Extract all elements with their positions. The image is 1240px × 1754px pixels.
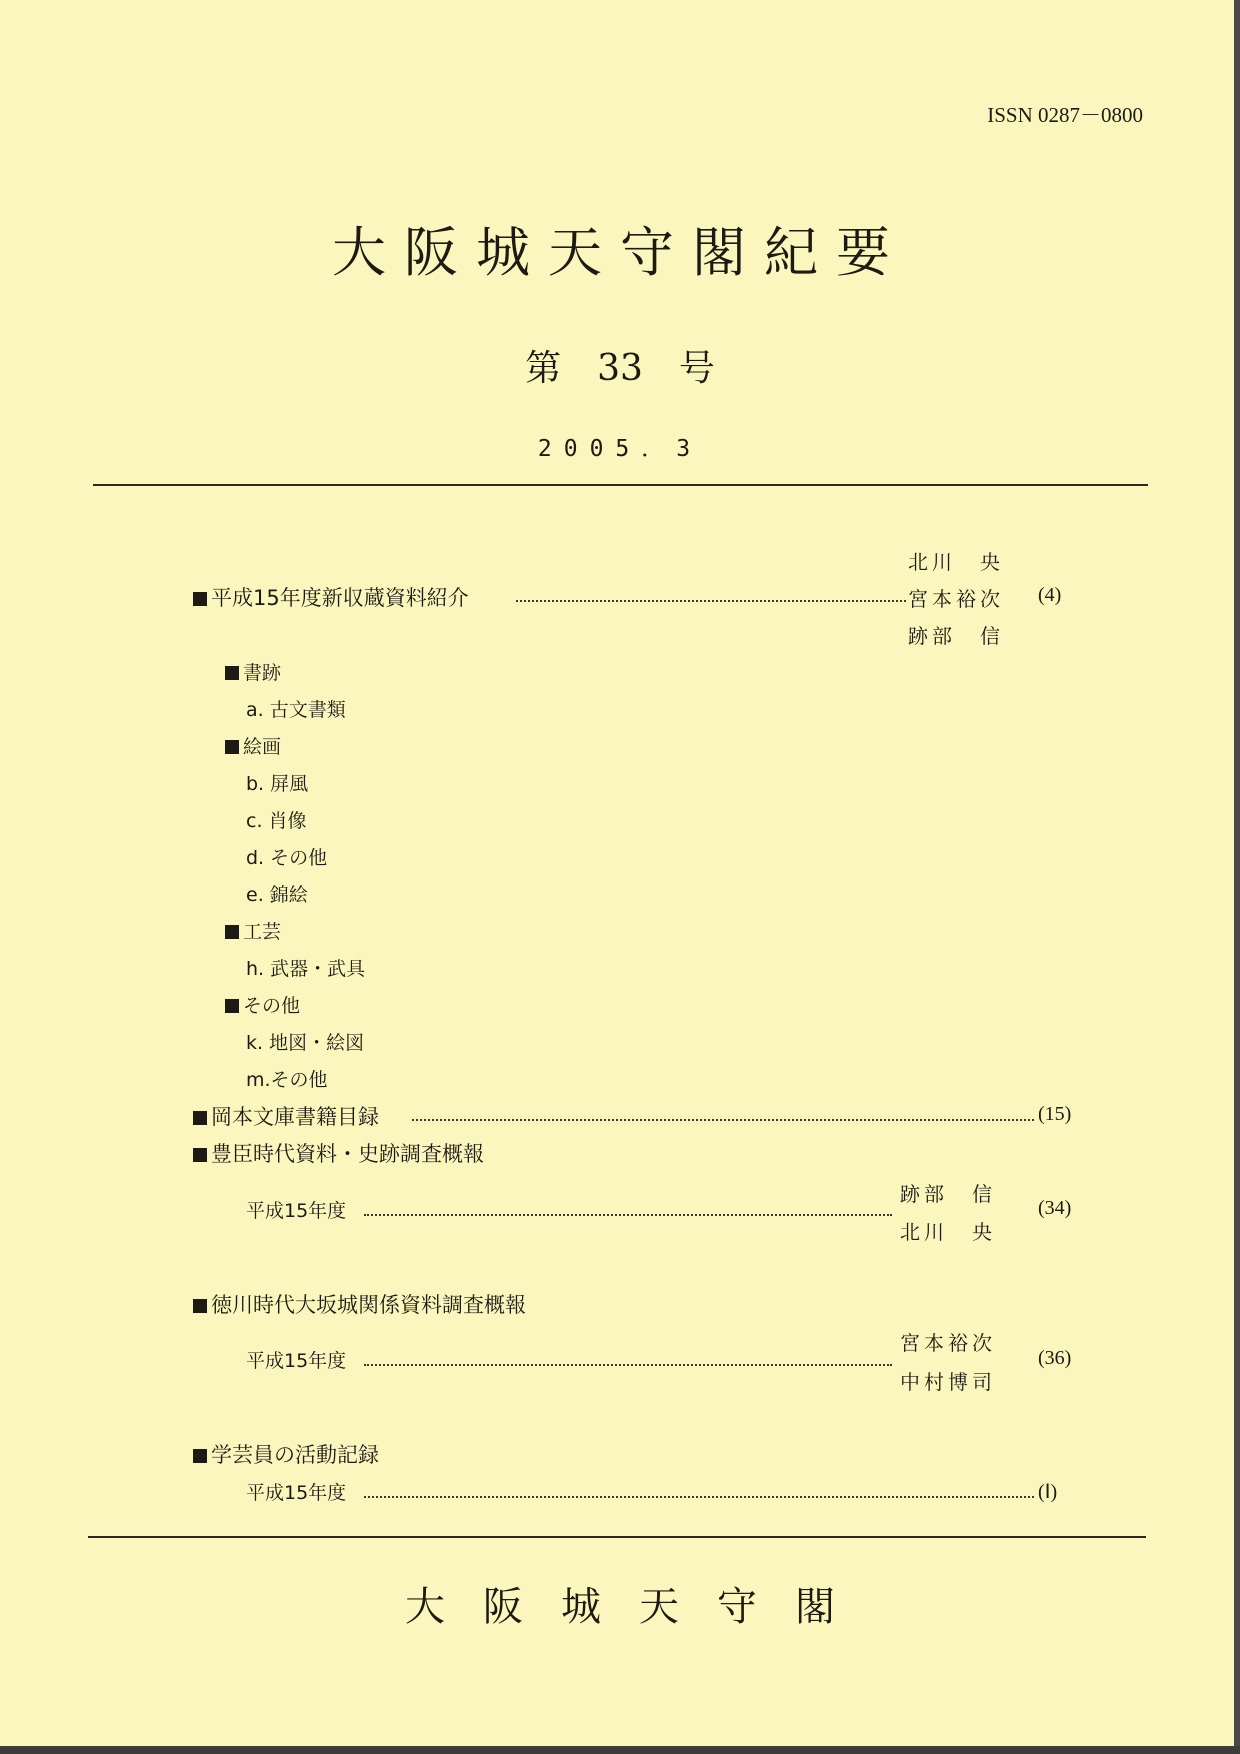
s4-leader-dots [364,1364,892,1366]
s1-cat-calligraphy: 書跡 [225,658,281,685]
s1-item-h: h. 武器・武具 [246,958,366,980]
s1-leader-dots [516,600,906,602]
s1-page: (4) [1038,584,1062,606]
s3-title: 豊臣時代資料・史跡調査概報 [193,1138,484,1168]
s5-page: (Ⅰ) [1038,1481,1058,1503]
bullet-icon [193,592,207,606]
divider-bottom [88,1536,1146,1538]
bullet-icon [225,925,239,939]
s1-author-1: 北川 央 [908,550,1004,574]
bullet-icon [193,1299,207,1313]
s1-item-d: d. その他 [246,847,328,869]
scan-edge-bottom [0,1746,1240,1754]
bullet-icon [225,999,239,1013]
s4-title: 徳川時代大坂城関係資料調査概報 [193,1289,526,1319]
s1-item-a: a. 古文書類 [246,699,346,721]
s4-page: (36) [1038,1347,1072,1369]
s3-page: (34) [1038,1197,1072,1219]
s4-author-1: 宮本裕次 [900,1331,996,1355]
s1-item-e: e. 錦絵 [246,884,308,906]
bullet-icon [225,666,239,680]
s4-author-2: 中村博司 [900,1370,996,1394]
s3-author-2: 北川 央 [900,1220,996,1244]
s1-cat-painting: 絵画 [225,732,281,759]
s1-title: 平成15年度新収蔵資料紹介 [193,582,469,612]
s1-cat-crafts: 工芸 [225,917,281,944]
divider-top [93,484,1148,486]
bullet-icon [225,740,239,754]
s5-leader-dots [364,1496,1034,1498]
bullet-icon [193,1111,207,1125]
bullet-icon [193,1449,207,1463]
s3-subtitle: 平成15年度 [246,1200,347,1222]
s1-item-k: k. 地図・絵図 [246,1032,365,1054]
s2-title: 岡本文庫書籍目録 [193,1101,379,1131]
s4-subtitle: 平成15年度 [246,1350,347,1372]
s1-cat-other: その他 [225,991,300,1018]
journal-title: 大阪城天守閣紀要 [332,221,908,284]
bullet-icon [193,1148,207,1162]
s5-subtitle: 平成15年度 [246,1482,347,1504]
s1-author-2: 宮本裕次 [908,587,1004,611]
publication-date: 2005．3 [537,436,703,462]
s3-leader-dots [364,1214,892,1216]
s1-item-b: b. 屏風 [246,773,309,795]
s1-item-c: c. 肖像 [246,810,307,832]
s2-leader-dots [412,1119,1034,1121]
s1-author-3: 跡部 信 [908,624,1004,648]
publisher-name: 大阪城天守閣 [405,1584,873,1630]
s5-title: 学芸員の活動記録 [193,1439,379,1469]
issue-number: 第 33 号 [525,348,715,389]
s2-page: (15) [1038,1103,1072,1125]
issn-number: ISSN 0287－0800 [987,103,1143,127]
s1-item-m: m.その他 [246,1069,328,1091]
s3-author-1: 跡部 信 [900,1182,996,1206]
